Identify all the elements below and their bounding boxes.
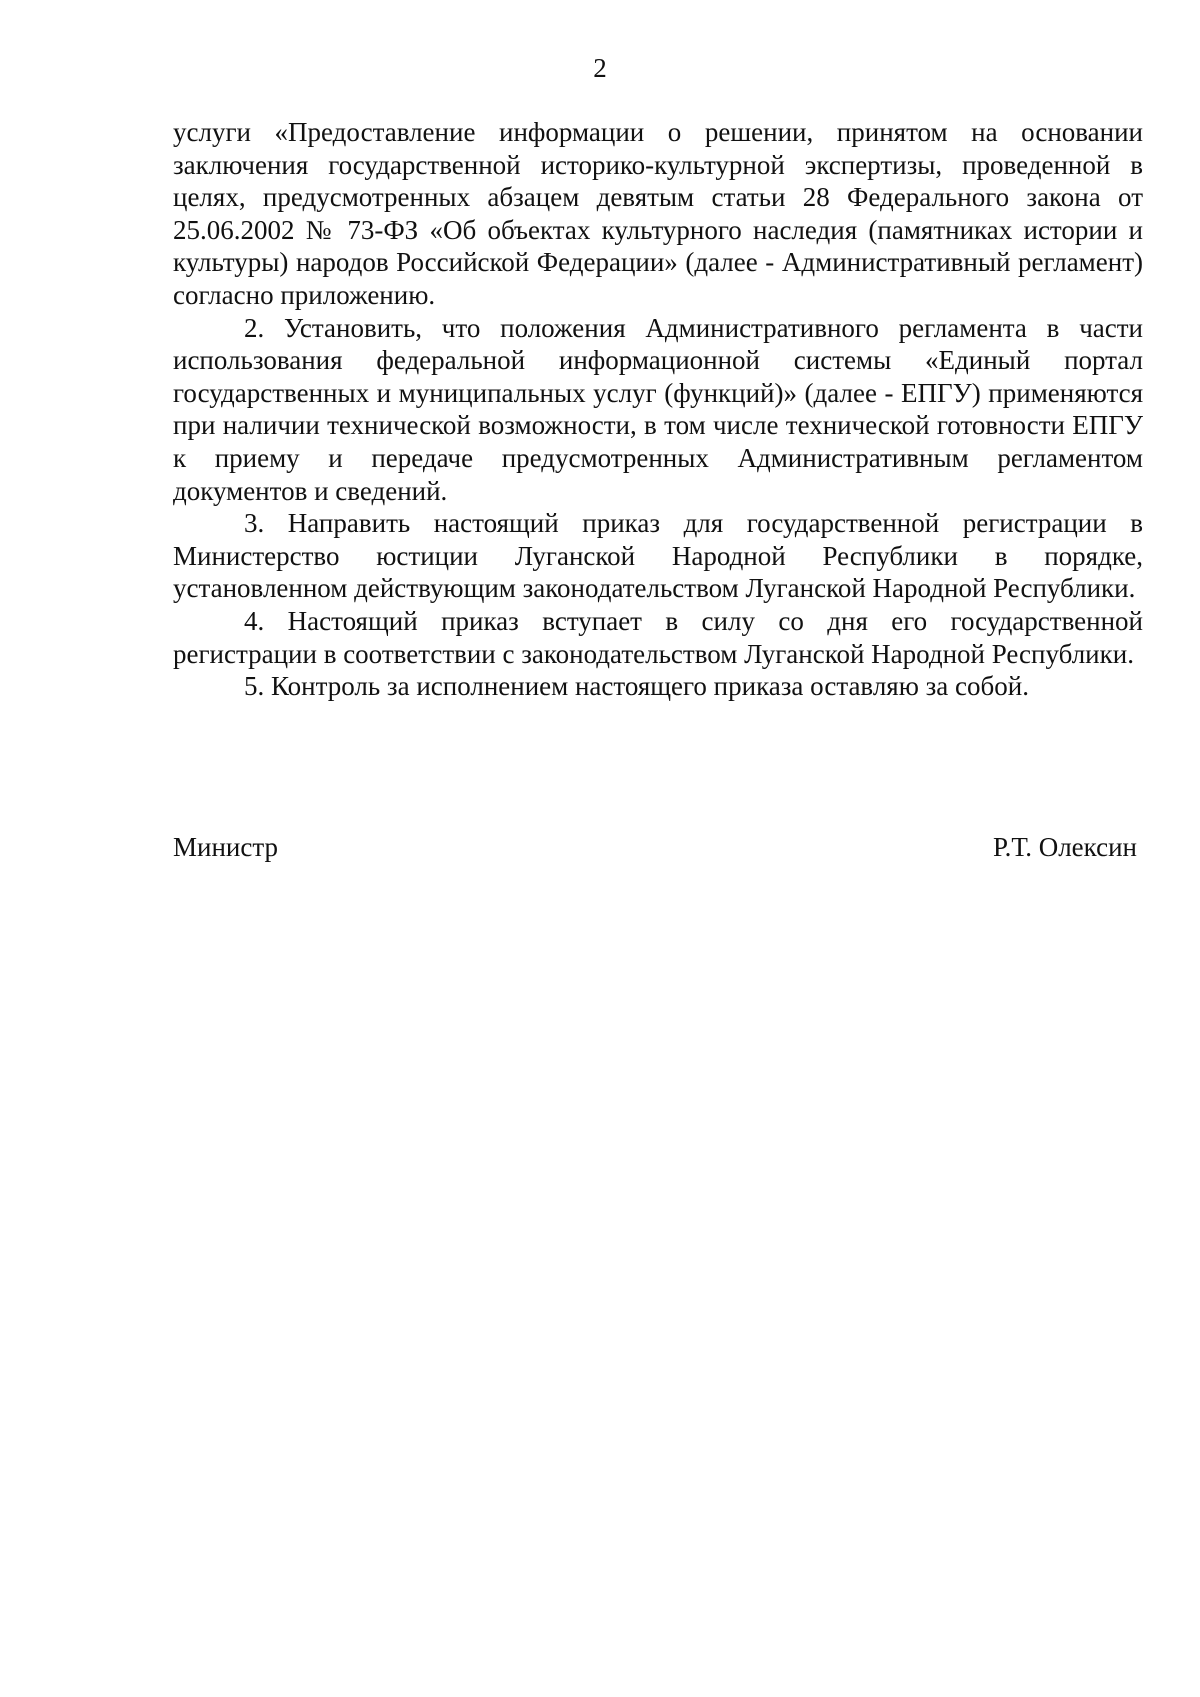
paragraph-item-5: 5. Контроль за исполнением настоящего приказа оставляю за собой. (244, 671, 1029, 702)
paragraph-item-4: 4. Настоящий приказ вступает в силу со дня его государственной регистрации в соответствии с законодательством Луганской Народной Республики. (173, 605, 1143, 669)
signatory-title: Министр (173, 832, 278, 862)
paragraph-item-2: 2. Установить, что положения Административного регламента в части использования федеральной информационной системы «Единый портал государственных и муниципальных услуг (функций)» (далее - ЕПГУ) применяются при наличии технической возможности, в том числе технической готовности ЕПГУ к приему и передаче предусмотренных Административным регламентом документов и сведений. (173, 312, 1143, 506)
signatory-name: Р.Т. Олексин (993, 832, 1137, 862)
page-number: 2 (593, 53, 607, 83)
paragraph-item-3: 3. Направить настоящий приказ для государственной регистрации в Министерство юстиции Луганской Народной Республики в порядке, установленном действующим законодательством Луганской Народной Республики. (173, 508, 1143, 604)
document-body (173, 116, 1143, 703)
paragraph-continuation: услуги «Предоставление информации о решении, принятом на основании заключения государственной историко-культурной экспертизы, проведенной в целях, предусмотренных абзацем девятым статьи 28 Федерального закона от 25.06.2002 № 73-ФЗ «Об объектах культурного наследия (памятниках истории и культуры) народов Российской Федерации» (далее - Административный регламент) согласно приложению. (173, 117, 1143, 310)
